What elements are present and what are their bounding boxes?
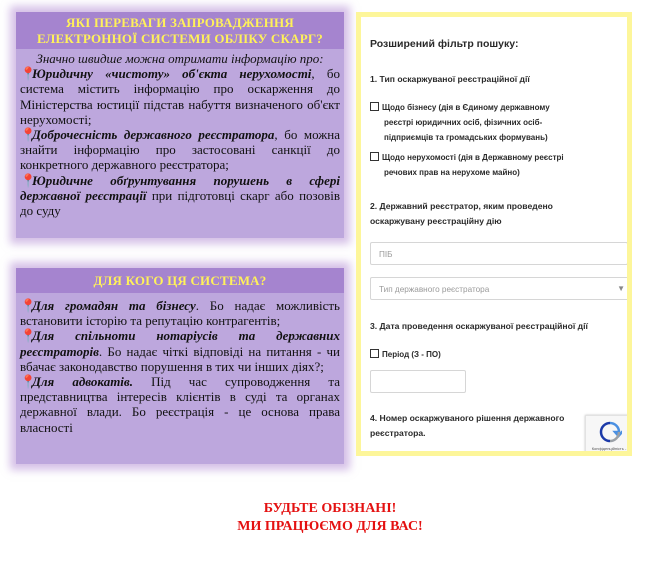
benefit-item (20, 127, 340, 173)
benefit-item-title: Юридичне обґрунтування порушень в сфері державної реєстрації (20, 172, 340, 203)
recaptcha-icon (598, 420, 622, 444)
audience-heading (16, 268, 344, 293)
property-checkbox[interactable] (370, 152, 379, 161)
footer-message (120, 500, 540, 536)
period-date-input[interactable] (370, 370, 466, 393)
footer-line2: МИ ПРАЦЮЄМО ДЛЯ ВАС! (237, 519, 423, 534)
pin-icon: 📍 (20, 172, 37, 188)
benefit-item (20, 66, 340, 127)
business-option-line2: реєстрі юридичних осіб, фізичних осіб- (384, 118, 543, 127)
audience-item (20, 374, 340, 435)
section4-title (370, 411, 564, 441)
registrar-name-placeholder: ПІБ (379, 250, 393, 259)
business-checkbox[interactable] (370, 102, 379, 111)
section2-title (370, 199, 553, 229)
audience-heading-text: ДЛЯ КОГО ЦЯ СИСТЕМА? (93, 273, 267, 288)
pin-icon: 📍 (20, 298, 37, 313)
footer-line1: БУДЬТЕ ОБІЗНАНІ! (263, 501, 397, 516)
period-option[interactable] (370, 347, 441, 362)
pin-icon: 📍 (20, 127, 37, 143)
audience-item-title: Для адвокатів. (32, 374, 133, 390)
section2-title-line1: 2. Державний реєстратор, яким проведено (370, 201, 553, 211)
benefits-panel (16, 12, 344, 238)
audience-item-text: Під час супроводження та представництва інтересів клієнтів в суді та органах державної влади. Бо реєстрація - це основа права власності (20, 374, 340, 435)
filter-title: Розширений фільтр пошуку: (370, 38, 519, 50)
section4-title-line1: 4. Номер оскаржуваного рішення державного (370, 413, 565, 423)
audience-item-text: . Бо надає можливість встановити історію та репутацію контрагентів; (20, 298, 340, 329)
benefits-heading (16, 12, 344, 49)
audience-item (20, 328, 340, 374)
registrar-name-input[interactable] (370, 242, 628, 265)
section3-title: 3. Дата проведення оскаржуваної реєстраційної дії (370, 321, 588, 331)
audience-body (16, 293, 344, 435)
recaptcha-text: Конфіденційність - Умови (591, 446, 627, 456)
registrar-type-placeholder: Тип державного реєстратора (379, 285, 490, 294)
benefit-item-text: , бо можна знайти інформацію про застосовані санкції до конкретного державного реєстратора; (20, 127, 340, 173)
recaptcha-badge[interactable] (585, 415, 632, 456)
section4-title-line2: реєстратора. (370, 428, 426, 438)
benefit-item-text: , бо система містить інформацію про оскарження до Міністерства юстиції підстав набуття визначеного об'єкт нерухомості; (20, 66, 340, 127)
registrar-type-select[interactable] (370, 277, 632, 300)
benefits-body (16, 49, 344, 218)
audience-item-title: Для спільноти нотаріусів та державних реєстраторів (20, 328, 340, 359)
business-option-line3: підприємців та громадських формувань) (384, 133, 548, 142)
benefits-heading-line2: ЕЛЕКТРОННОЇ СИСТЕМИ ОБЛІКУ СКАРГ? (36, 31, 324, 46)
pin-icon: 📍 (20, 328, 37, 344)
period-checkbox[interactable] (370, 349, 379, 358)
section1-title: 1. Тип оскаржуваної реєстраційної дії (370, 74, 530, 84)
audience-item-title: Для громадян та бізнесу (32, 298, 196, 313)
chevron-down-icon: ▼ (617, 284, 625, 293)
audience-item (20, 298, 340, 328)
period-label: Період (З - ПО) (382, 350, 441, 359)
advanced-filter-card (356, 12, 632, 456)
benefit-item-title: Доброчесність державного реєстратора (32, 127, 275, 143)
benefit-item (20, 173, 340, 219)
benefit-item-text: при підготовці скарг або позовів до суду (20, 187, 340, 219)
pin-icon: 📍 (20, 374, 37, 390)
section2-title-line2: оскаржувану реєстраційну дію (370, 216, 502, 226)
audience-item-text: . Бо надає чіткі відповіді на питання - чи вбачає законодавство порушення в тих чи інших діях?; (20, 343, 340, 374)
property-option-line1: Щодо нерухомості (дія в Державному реєстрі (382, 153, 564, 162)
benefits-intro: Значно швидше можна отримати інформацію про: (36, 51, 324, 66)
pin-icon: 📍 (20, 66, 37, 82)
audience-panel (16, 268, 344, 464)
business-option[interactable] (370, 100, 550, 145)
benefits-heading-line1: ЯКІ ПЕРЕВАГИ ЗАПРОВАДЖЕННЯ (66, 15, 294, 30)
property-option-line2: речових прав на нерухоме майно) (384, 168, 520, 177)
property-option[interactable] (370, 150, 564, 180)
benefit-item-title: Юридичну «чистоту» об'єкта нерухомості (32, 66, 312, 82)
business-option-line1: Щодо бізнесу (дія в Єдиному державному (382, 103, 550, 112)
